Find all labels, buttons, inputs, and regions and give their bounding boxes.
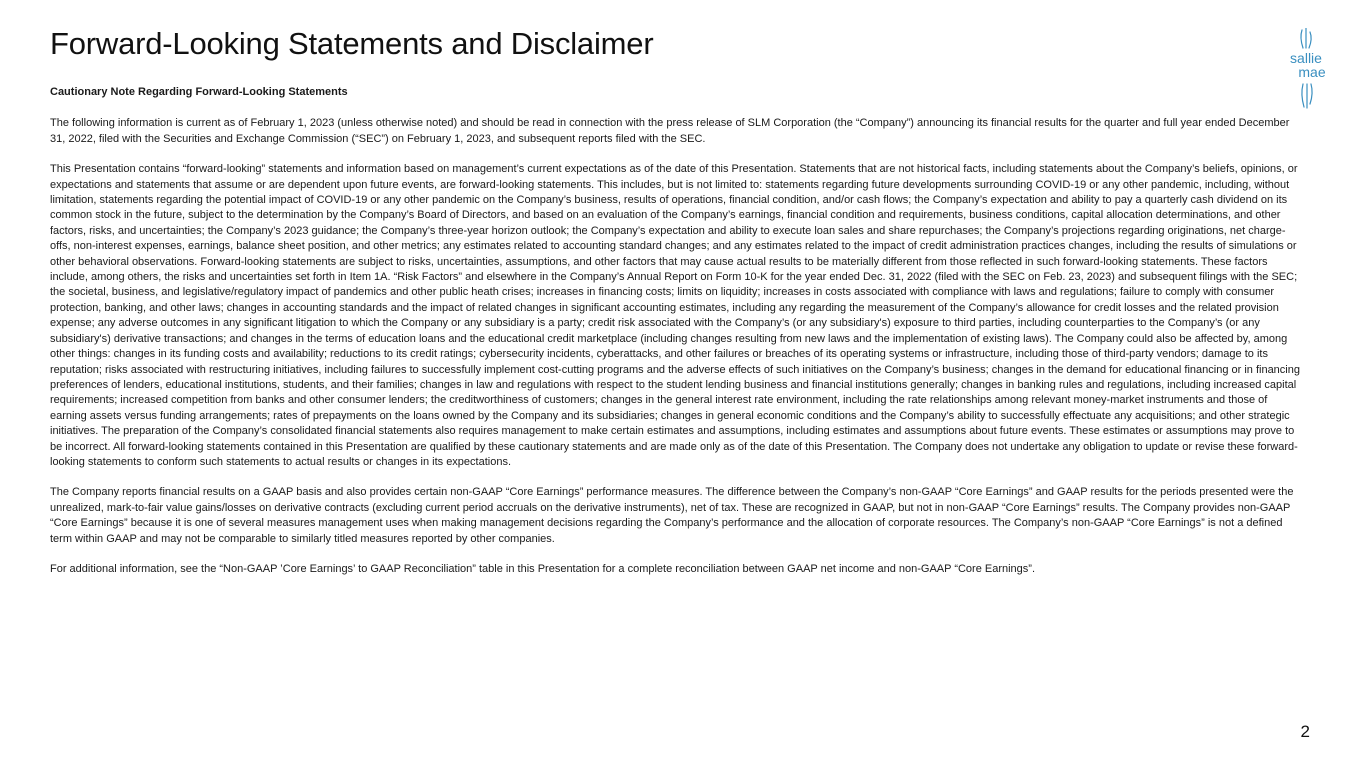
logo-text-line2: mae bbox=[1298, 64, 1326, 80]
paragraph-additional-info: For additional information, see the “Non-GAAP ’Core Earnings’ to GAAP Reconciliation” table in this Presentation for a complete reconciliation between GAAP net income and non-GAAP “Core Earnings”. bbox=[50, 562, 1036, 575]
page-number: 2 bbox=[1300, 722, 1310, 741]
paragraph-non-gaap: The Company reports financial results on a GAAP basis and also provides certain non-GAAP “Core Earnings” performance measures. The difference between the Company’s non-GAAP “Core Earnings” and GAAP results for the periods presented were the unrealized, mark-to-fair value gains/losses on derivative contracts (excluding current period accruals on the derivative instruments), net of tax. These are recognized in GAAP, but not in non-GAAP “Core Earnings” results. The Company provides non-GAAP “Core Earnings” because it is one of several measures management uses when making management decisions regarding the Company’s performance and the allocation of corporate resources. The Company’s non-GAAP “Core Earnings” is not a defined term within GAAP and may not be comparable to similarly titled measures reported by other companies. bbox=[50, 486, 1294, 545]
logo-text-line1: sallie bbox=[1290, 50, 1322, 66]
section-subheading: Cautionary Note Regarding Forward-Looking Statements bbox=[50, 86, 348, 98]
disclaimer-body bbox=[50, 85, 1300, 592]
paragraph-current-info: The following information is current as of February 1, 2023 (unless otherwise noted) and should be read in connection with the press release of SLM Corporation (the “Company”) announcing its financial results for the quarter and full year ended December 31, 2022, filed with the Securities and Exchange Commission (“SEC”) on February 1, 2023, and subsequent reports filed with the SEC. bbox=[50, 117, 1290, 145]
page-title: Forward-Looking Statements and Disclaimer bbox=[50, 26, 654, 61]
paragraph-forward-looking: This Presentation contains “forward-looking” statements and information based on management’s current expectations as of the date of this Presentation. Statements that are not historical facts, including statements about the Company’s beliefs, opinions, or expectations and statements that assume or are dependent upon future events, are forward-looking statements. This includes, but is not limited to: statements regarding future developments surrounding COVID-19 or any other pandemic, including, without limitation, statements regarding the potential impact of COVID-19 or any other pandemic on the Company’s business, results of operations, financial condition, and/or cash flows; the Company’s expectation and ability to pay a quarterly cash dividend on its common stock in the future, subject to the determination by the Company’s Board of Directors, and based on an evaluation of the Company’s earnings, financial condition and requirements, business conditions, capital allocation determinations, and other factors, risks, and uncertainties; the Company’s 2023 guidance; the Company’s three-year horizon outlook; the Company’s expectation and ability to execute loan sales and share repurchases; the Company’s projections regarding originations, net charge-offs, non-interest expenses, earnings, balance sheet position, and other metrics; any estimates related to accounting standard changes; and any estimates related to the impact of credit administration practices changes, including the results of simulations or other behavioral observations. Forward-looking statements are subject to risks, uncertainties, assumptions, and other factors that may cause actual results to be materially different from those reflected in such forward-looking statements. These factors include, among others, the risks and uncertainties set forth in Item 1A. “Risk Factors” and elsewhere in the Company’s Annual Report on Form 10-K for the year ended Dec. 31, 2022 (filed with the SEC on Feb. 23, 2023) and subsequent filings with the SEC; the societal, business, and legislative/regulatory impact of pandemics and other public heath crises; increases in financing costs; limits on liquidity; increases in costs associated with compliance with laws and regulations; failure to comply with consumer protection, banking, and other laws; changes in accounting standards and the impact of related changes in significant accounting estimates, including any regarding the measurement of the Company’s allowance for credit losses and the related provision expense; any adverse outcomes in any significant litigation to which the Company or any subsidiary is a party; credit risk associated with the Company’s (or any subsidiary's) exposure to third parties, including counterparties to the Company’s (or any subsidiary's) derivative transactions; and changes in the terms of education loans and the educational credit marketplace (including changes resulting from new laws and the implementation of existing laws). The Company could also be affected by, among other things: changes in its funding costs and availability; reductions to its credit ratings; cybersecurity incidents, cyberattacks, and other failures or breaches of its operating systems or infrastructure, including those of third-party vendors; damage to its reputation; risks associated with restructuring initiatives, including failures to successfully implement cost-cutting programs and the adverse effects of such initiatives on the Company’s business; changes in the demand for educational financing or in financing preferences of lenders, educational institutions, students, and their families; changes in law and regulations with respect to the student lending business and financial institutions generally; changes in banking rules and regulations, including increased capital requirements; increased competition from banks and other consumer lenders; the creditworthiness of customers; changes in the general interest rate environment, including the rate relationships among relevant money-market instruments and those of earning assets versus funding arrangements; rates of prepayments on the loans owned by the Company and its subsidiaries; changes in general economic conditions and the Company’s ability to successfully effectuate any acquisitions; and other strategic initiatives. The preparation of the Company’s consolidated financial statements also requires management to make certain estimates and assumptions, including estimates and assumptions about future events. These estimates or assumptions may prove to be incorrect. All forward-looking statements contained in this Presentation are qualified by these cautionary statements and are made only as of the date of this Presentation. The Company does not undertake any obligation to update or revise these forward-looking statements to conform such statements to actual results or changes in its expectations. bbox=[50, 163, 1300, 468]
